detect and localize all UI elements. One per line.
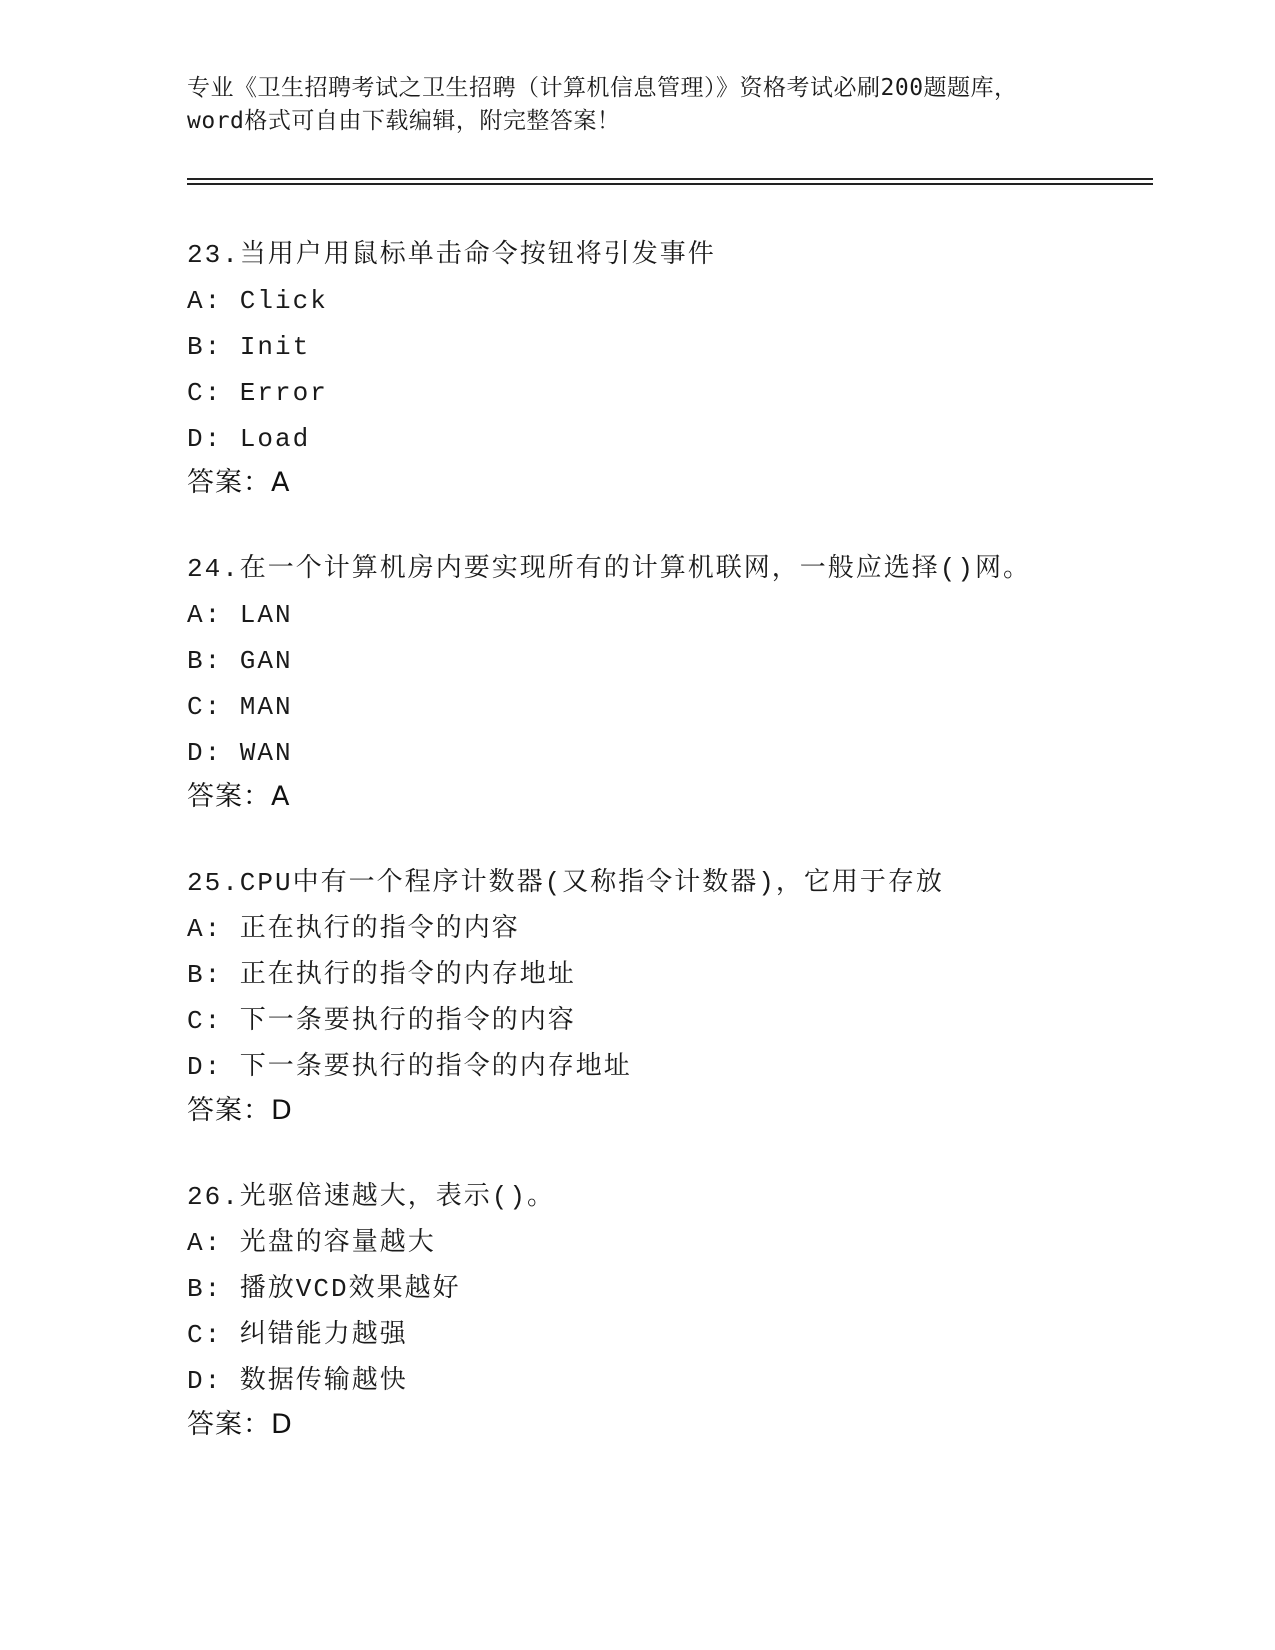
option-c: C: 纠错能力越强: [187, 1320, 408, 1350]
answer-line: 答案：D: [187, 1095, 293, 1126]
option-b: B: 播放VCD效果越好: [187, 1274, 461, 1304]
option-d: D: WAN: [187, 738, 293, 768]
answer-line: 答案：A: [187, 467, 291, 498]
question-stem: 24.在一个计算机房内要实现所有的计算机联网，一般应选择()网。: [187, 554, 1032, 584]
question-item: [187, 860, 1153, 1132]
option-a: A: Click: [187, 286, 328, 316]
question-item: [187, 546, 1153, 818]
option-d: D: Load: [187, 424, 311, 454]
header-divider-top: [187, 178, 1153, 180]
option-c: C: 下一条要执行的指令的内容: [187, 1006, 576, 1036]
header-line-2: word格式可自由下载编辑，附完整答案！: [187, 108, 621, 134]
option-a: A: LAN: [187, 600, 293, 630]
option-b: B: Init: [187, 332, 311, 362]
question-stem: 26.光驱倍速越大，表示()。: [187, 1182, 556, 1212]
document-header: [187, 72, 1107, 138]
question-stem: 25.CPU中有一个程序计数器(又称指令计数器)，它用于存放: [187, 868, 944, 898]
option-c: C: Error: [187, 378, 328, 408]
answer-line: 答案：A: [187, 781, 291, 812]
option-d: D: 下一条要执行的指令的内存地址: [187, 1052, 632, 1082]
option-b: B: 正在执行的指令的内存地址: [187, 960, 576, 990]
option-a: A: 正在执行的指令的内容: [187, 914, 520, 944]
answer-line: 答案：D: [187, 1409, 293, 1440]
header-line-1: 专业《卫生招聘考试之卫生招聘（计算机信息管理）》资格考试必刷200题题库，: [187, 75, 1018, 101]
question-item: [187, 232, 1153, 504]
question-list: [187, 232, 1153, 1488]
question-stem: 23.当用户用鼠标单击命令按钮将引发事件: [187, 240, 716, 270]
header-divider-bottom: [187, 183, 1153, 185]
option-a: A: 光盘的容量越大: [187, 1228, 436, 1258]
option-c: C: MAN: [187, 692, 293, 722]
question-item: [187, 1174, 1153, 1446]
option-d: D: 数据传输越快: [187, 1366, 408, 1396]
option-b: B: GAN: [187, 646, 293, 676]
